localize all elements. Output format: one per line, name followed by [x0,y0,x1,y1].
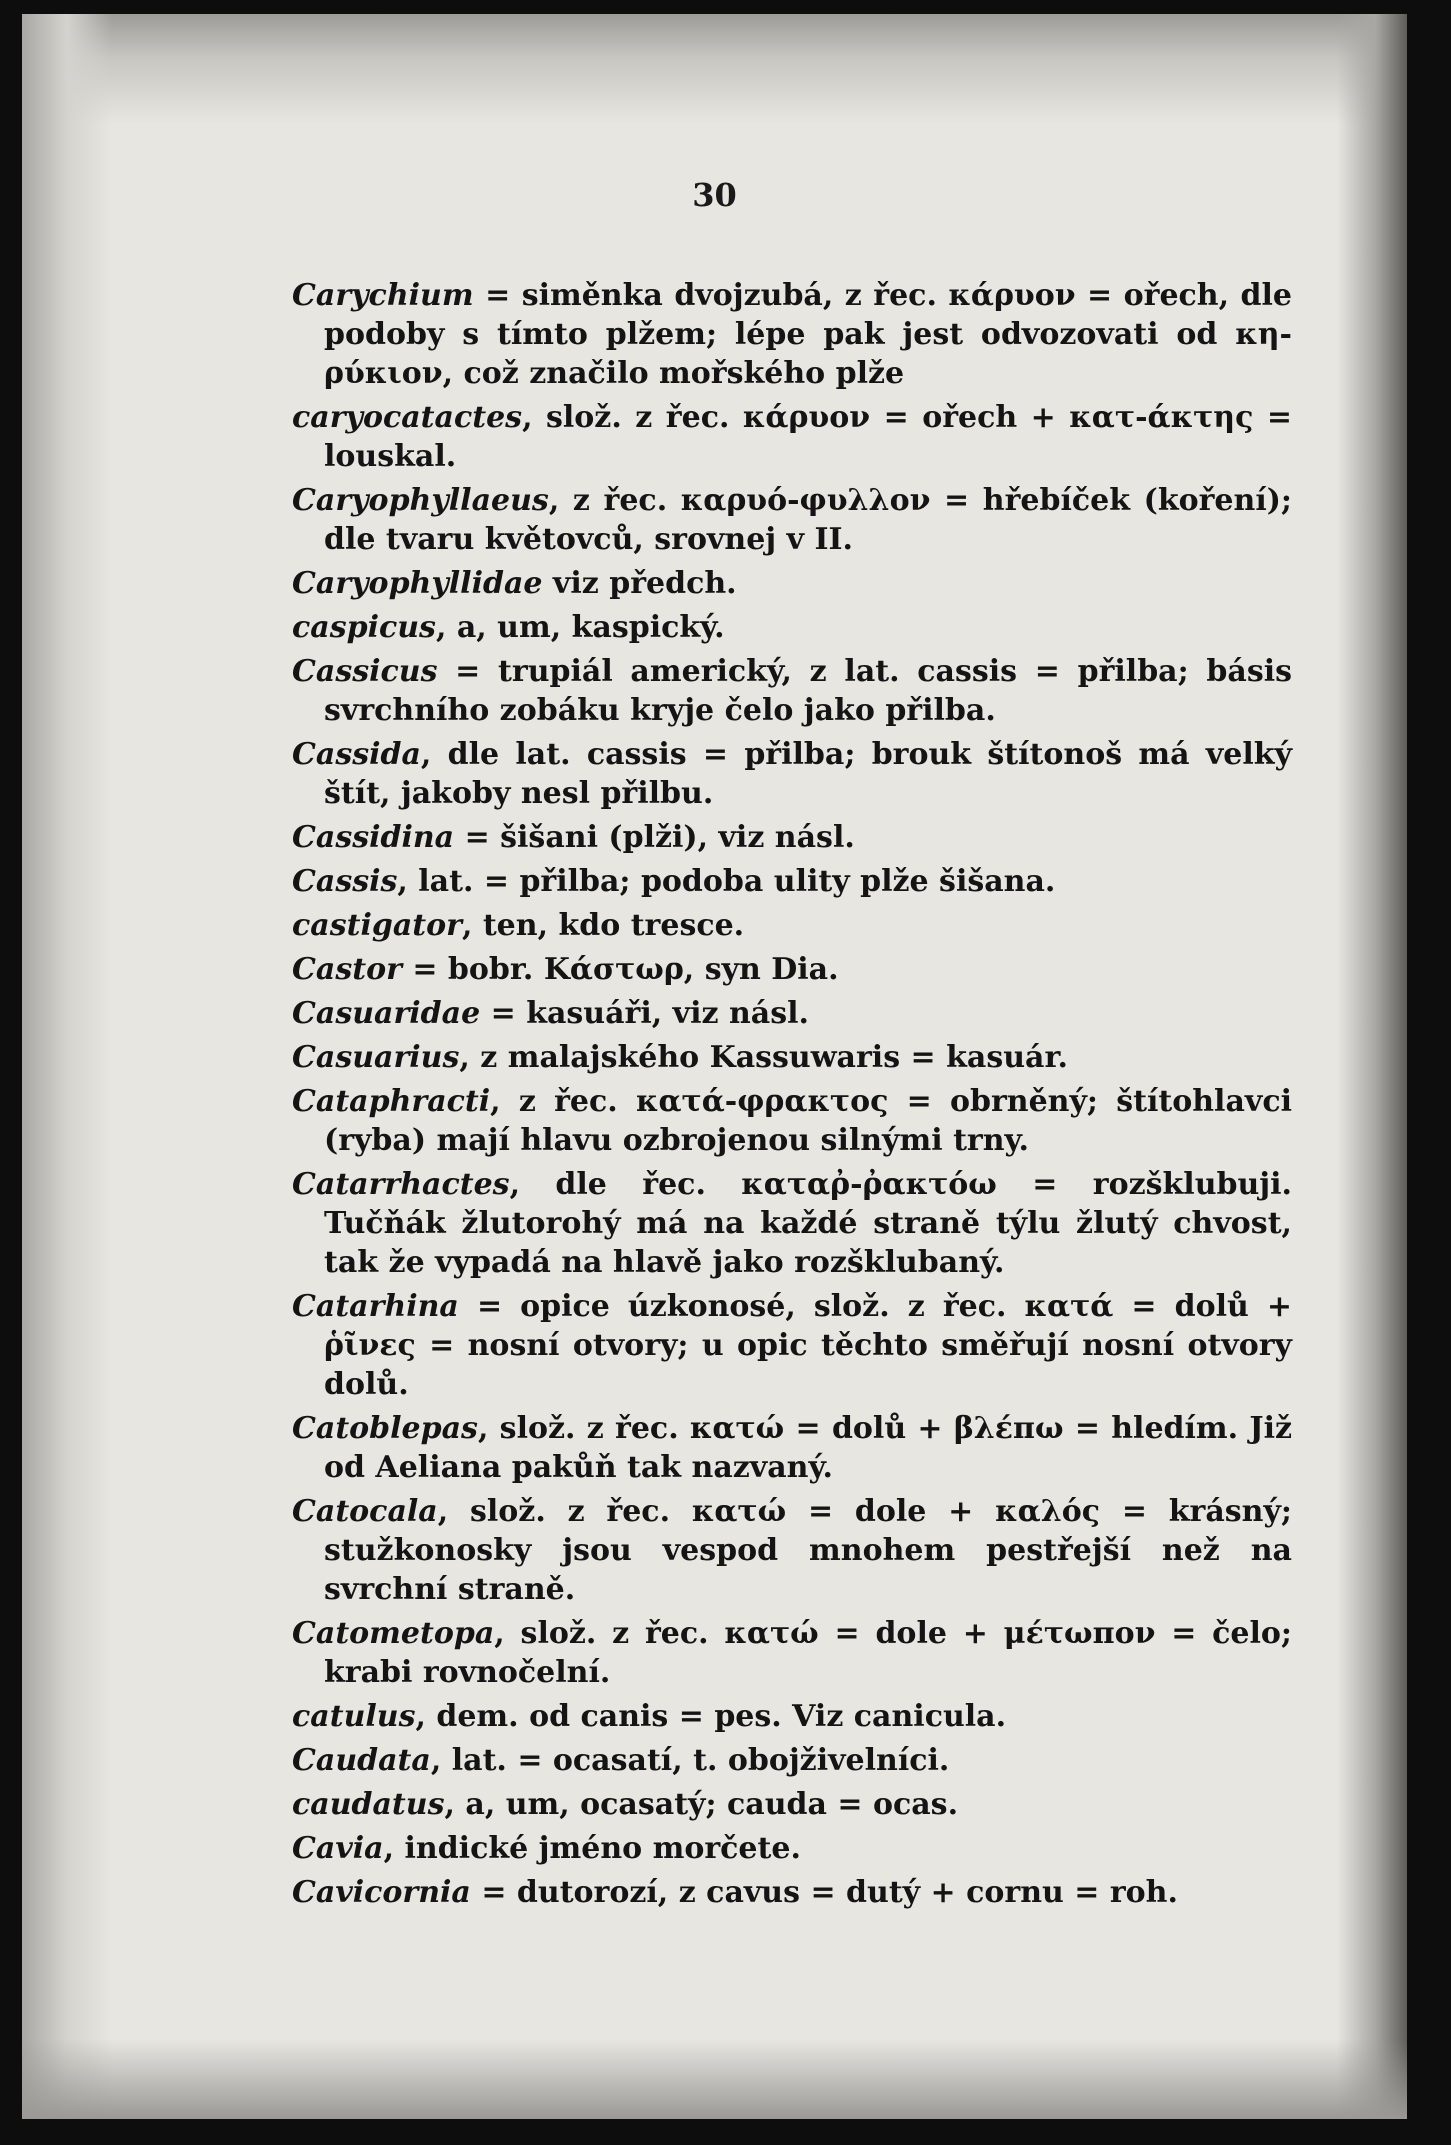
entry-text: viz předch. [542,566,737,601]
book-page [22,14,1407,2119]
entry-term: Cataphracti [292,1084,491,1119]
dictionary-entry [292,1741,1292,1780]
entry-text: , ten, kdo tresce. [461,908,745,943]
dictionary-entry [292,398,1292,476]
entry-text: , a, um, kaspický. [435,610,725,645]
dictionary-entry [292,652,1292,730]
entry-term: Catoblepas [292,1411,478,1446]
entry-text: , z řec. κατά-φρακτος = obrněný; štítohlavci (ryba) mají hlavu ozbrojenou silnými trny. [324,1084,1292,1158]
page-number: 30 [692,176,737,214]
dictionary-entry [292,564,1292,603]
entry-term: Caryophyllidae [292,566,543,601]
entry-term: Catometopa [292,1616,495,1651]
entry-term: Cavicornia [292,1875,471,1910]
entry-text: = siměnka dvojzubá, z řec. κάρυον = ořech, dle podoby s tímto plžem; lépe pak jest odvozovati od κη-ρύκιον, což značilo mořského plže [324,278,1292,391]
entry-text: , z malajského Kassuwaris = kasuár. [459,1040,1068,1075]
dictionary-entry [292,906,1292,945]
entry-term: Caryophyllaeus [292,483,549,518]
entry-term: Cassicus [292,654,438,689]
entry-text: , dle lat. cassis = přilba; brouk štítonoš má velký štít, jakoby nesl přilbu. [324,737,1292,811]
dictionary-entry [292,950,1292,989]
dictionary-entry [292,1697,1292,1736]
entry-term: Cavia [292,1831,384,1866]
dictionary-entry [292,1038,1292,1077]
dictionary-entry [292,735,1292,813]
entry-term: Catarrhactes [292,1167,510,1202]
entry-text: , lat. = přilba; podoba ulity plže šišana. [397,864,1056,899]
scan-edge-top [22,14,1407,124]
dictionary-entry [292,481,1292,559]
entry-term: Casuarius [292,1040,460,1075]
entry-text: = dutorozí, z cavus = dutý + cornu = roh. [470,1875,1178,1910]
scan-edge-bottom [22,2039,1407,2119]
dictionary-entry [292,1492,1292,1609]
dictionary-entry [292,1873,1292,1912]
entry-term: caryocatactes [292,400,523,435]
entry-term: Carychium [292,278,474,313]
entry-text: , lat. = ocasatí, t. obojživelníci. [430,1743,950,1778]
dictionary-entry [292,1082,1292,1160]
dictionary-entry [292,1287,1292,1404]
entry-term: Catarhina [292,1289,459,1324]
entry-text: , slož. z řec. κατώ = dolů + βλέπω = hledím. Již od Aeliana pakůň tak nazvaný. [324,1411,1292,1485]
dictionary-entry [292,1614,1292,1692]
entry-text: , indické jméno morčete. [383,1831,801,1866]
dictionary-entry [292,1829,1292,1868]
entry-term: Catocala [292,1494,438,1529]
entry-text: = trupiál americký, z lat. cassis = přilba; básis svrchního zobáku kryje čelo jako přilba. [324,654,1292,728]
scan-edge-left [22,14,112,2119]
entry-term: Castor [292,952,402,987]
dictionary-entry [292,862,1292,901]
entry-text: , dle řec. καταῤ-ῤακτόω = rozšklubuji. Tučňák žlutorohý má na každé straně týlu žlutý chvost, tak že vypadá na hlavě jako rozšklubaný. [324,1167,1292,1280]
entry-text: = šišani (plži), viz násl. [454,820,855,855]
dictionary-entry [292,1165,1292,1282]
entry-term: caudatus [292,1787,445,1822]
entry-text: , dem. od canis = pes. Viz canicula. [415,1699,1007,1734]
entry-term: Casuaridae [292,996,481,1031]
entry-term: caspicus [292,610,436,645]
dictionary-entry [292,608,1292,647]
dictionary-entry [292,1785,1292,1824]
scan-edge-right [1337,14,1407,2119]
dictionary-entries [292,276,1292,1917]
entry-term: Caudata [292,1743,431,1778]
entry-text: = opice úzkonosé, slož. z řec. κατά = dolů + ῥῖνες = nosní otvory; u opic těchto směřují nosní otvory dolů. [324,1289,1292,1402]
entry-text: , z řec. καρυό-φυλλον = hřebíček (koření); dle tvaru květovců, srovnej v II. [324,483,1292,557]
dictionary-entry [292,994,1292,1033]
entry-text: = bobr. Κάστωρ, syn Dia. [401,952,839,987]
entry-term: castigator [292,908,462,943]
entry-text: , slož. z řec. κατώ = dole + καλός = krásný; stužkonosky jsou vespod mnohem pestřejší než na svrchní straně. [324,1494,1292,1607]
entry-text: , a, um, ocasatý; cauda = ocas. [444,1787,959,1822]
entry-term: Cassis [292,864,398,899]
dictionary-entry [292,276,1292,393]
dictionary-entry [292,1409,1292,1487]
entry-text: , slož. z řec. κατώ = dole + μέτωπον = čelo; krabi rovnočelní. [324,1616,1292,1690]
entry-term: Cassidina [292,820,455,855]
entry-term: Cassida [292,737,421,772]
entry-text: = kasuáři, viz násl. [480,996,809,1031]
entry-text: , slož. z řec. κάρυον = ořech + κατ-άκτης = louskal. [324,400,1292,474]
entry-term: catulus [292,1699,416,1734]
dictionary-entry [292,818,1292,857]
